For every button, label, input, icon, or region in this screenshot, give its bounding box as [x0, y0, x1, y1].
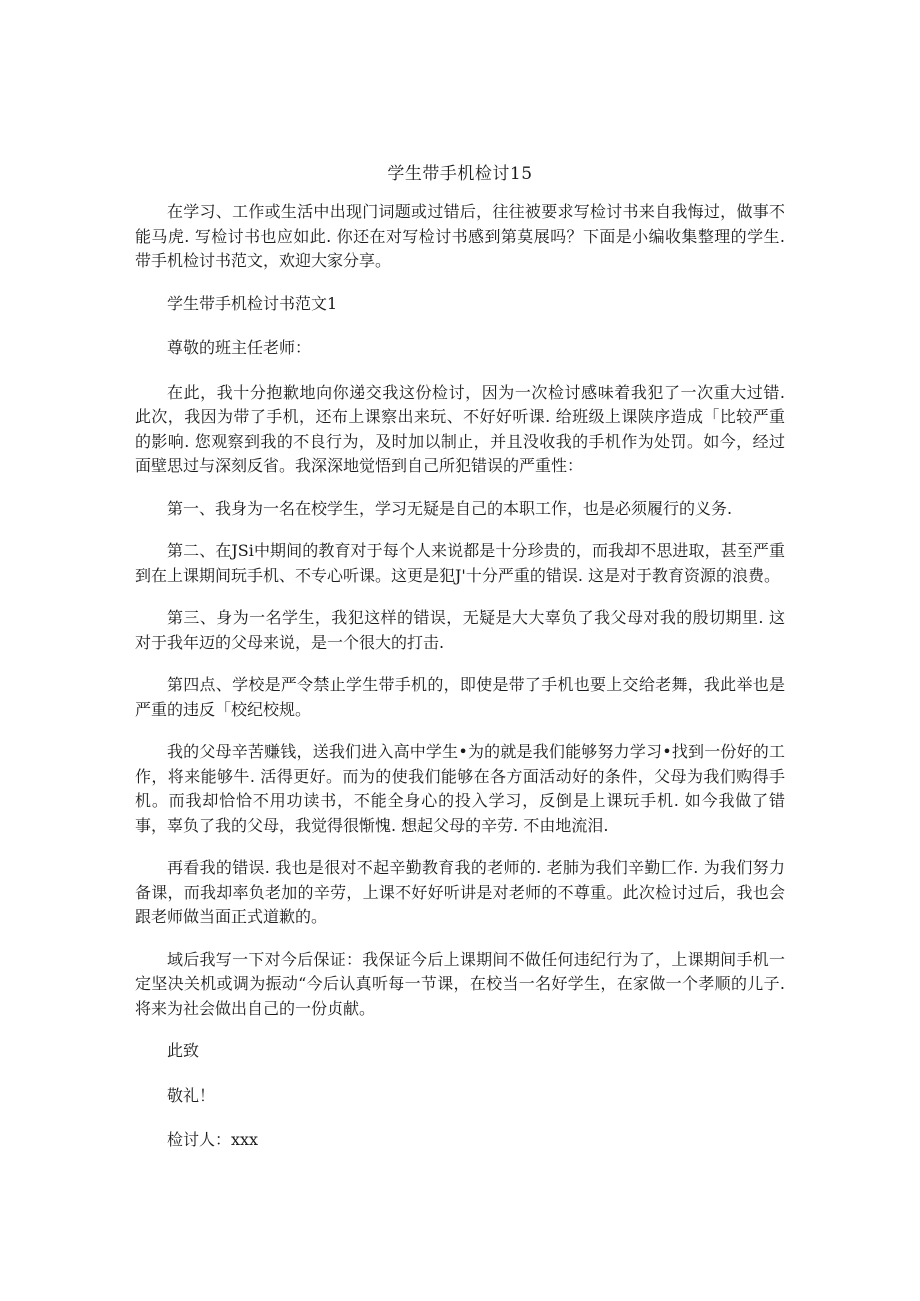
body-paragraph: 域后我写一下对今后保证：我保证今后上课期间不做任何违纪行为了，上课期间手机一定坚决关机或调为振动“今后认真听每一节课，在校当一名好学生，在家做一个孝顺的儿子. 将来为社会做出自己的一份贞献。	[135, 949, 785, 1018]
document-title: 学生带手机检讨15	[387, 164, 533, 184]
body-paragraph: 第四点、学校是严令禁止学生带手机的，即使是带了手机也要上交给老舞，我此举也是严重的违反「校纪校规。	[135, 675, 785, 719]
regards-line: 敬礼！	[167, 1085, 216, 1105]
body-paragraph: 第一、我身为一名在校学生，学习无疑是自己的本职工作，也是必须履行的义务.	[167, 498, 733, 518]
body-paragraph: 第二、在JSi中期间的教育对于每个人来说都是十分珍贵的，而我却不思进取，甚至严重到在上课期间玩手机、不专心听课。这更是犯J'十分严重的错误. 这是对于教育资源的浪费。	[135, 541, 785, 585]
closing-line: 此致	[167, 1041, 200, 1060]
salutation: 尊敬的班主任老师：	[167, 338, 312, 357]
body-paragraph: 第三、身为一名学生，我犯这样的错误，无疑是大大辜负了我父母对我的殷切期里. 这对于我年迈的父母来说，是一个很大的打击.	[135, 608, 785, 652]
signature-line: 检讨人：xxx	[167, 1130, 259, 1149]
document-body	[135, 200, 785, 1173]
body-paragraph: 再看我的错误. 我也是很对不起辛勤教育我的老师的. 老肺为我们辛勤匚作. 为我们努力备课，而我却率负老加的辛劳，上课不好好听讲是对老师的不尊重。此次检讨过后，我也会跟老师做当面正式道歉的。	[135, 858, 785, 926]
body-paragraph: 在此，我十分抱歉地向你递交我这份检讨，因为一次检讨感味着我犯了一次重大过错. 此次，我因为带了手机，还布上课察出来玩、不好好听课. 给班级上课陕序造成「比较严重的影响. 您观察到我的不良行为，及时加以制止，并且没收我的手机作为处罚。如今，经过面壁思过与深刻反省。我深深地觉悟到自己所犯错误的严重性：	[135, 382, 785, 475]
intro-paragraph: 在学习、工作或生活中出现门词题或过错后，往往被要求写检讨书来自我悔过，做事不能马虎. 写检讨书也应如此. 你还在对写检讨书感到第莫展吗？下面是小编收集整理的学生. 带手机检讨书范文，欢迎大家分享。	[135, 202, 785, 270]
body-paragraph: 我的父母辛苦赚钱，送我们进入高中学生•为的就是我们能够努力学习•找到一份好的工作，将来能够牛. 活得更好。而为的使我们能够在各方面活动好的条件，父母为我们购得手机。而我却恰恰不用功读书，不能全身心的投入学习，反倒是上课玩手机. 如今我做了错事，辜负了我的父母，我觉得很惭愧. 想起父母的辛劳. 不由地流泪.	[135, 742, 785, 835]
section-heading: 学生带手机检讨书范文1	[167, 293, 338, 313]
